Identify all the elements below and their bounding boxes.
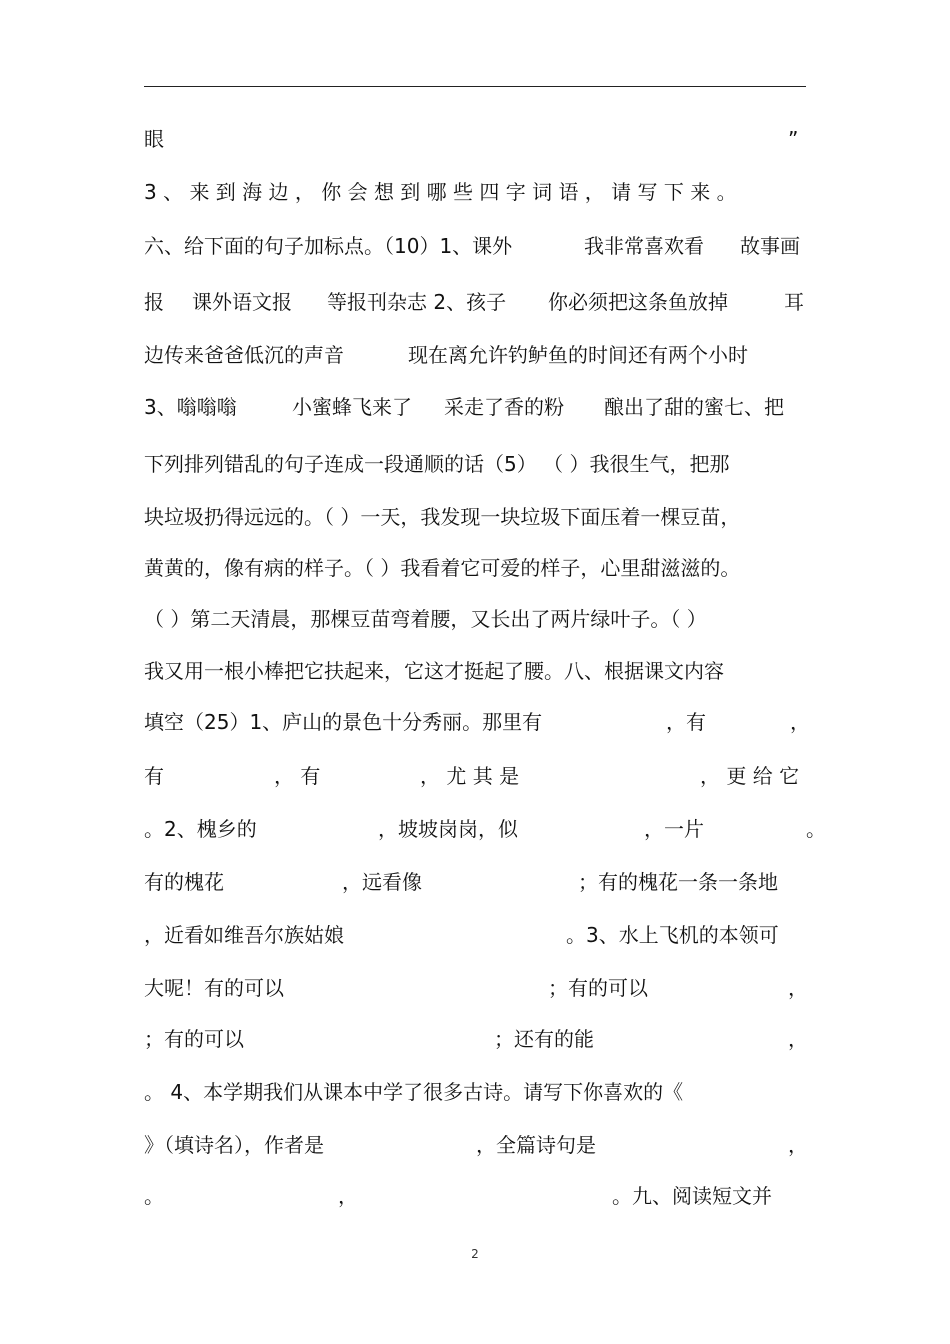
text-segment: 有的槐花 bbox=[144, 870, 224, 894]
text-line bbox=[144, 604, 806, 634]
text-segment: ，全篇诗句是 bbox=[476, 1133, 596, 1157]
text-segment: ， bbox=[788, 1027, 808, 1051]
text-segment: ” bbox=[788, 127, 799, 151]
text-segment: ，一片 bbox=[644, 817, 704, 841]
text-line bbox=[144, 814, 826, 844]
text-segment: 等报刊杂志 2、孩子 bbox=[327, 290, 507, 314]
text-segment: 黄黄的，像有病的样子。（ ）我看着它可爱的样子，心里甜滋滋的。 bbox=[144, 556, 741, 580]
text-segment: ， 有 bbox=[274, 764, 321, 788]
text-segment: ， bbox=[338, 1184, 358, 1208]
text-segment: ；还有的能 bbox=[494, 1027, 594, 1051]
text-line bbox=[144, 124, 806, 154]
text-line bbox=[144, 920, 806, 950]
text-segment: ，远看像 bbox=[342, 870, 422, 894]
text-segment: 块垃圾扔得远远的。（ ）一天，我发现一块垃圾下面压着一棵豆苗， bbox=[144, 505, 741, 529]
text-segment: 酿出了甜的蜜七、把 bbox=[604, 395, 784, 419]
text-segment: 3 、 来 到 海 边 ， 你 会 想 到 哪 些 四 字 词 语 ， 请 写 下 来 。 bbox=[144, 180, 737, 204]
text-line bbox=[144, 392, 806, 422]
text-segment: ，坡坡岗岗，似 bbox=[378, 817, 518, 841]
text-line bbox=[144, 1130, 806, 1160]
text-segment: 眼 bbox=[144, 127, 164, 151]
text-segment: 填空（25）1、庐山的景色十分秀丽。那里有 bbox=[144, 710, 543, 734]
text-segment: 边传来爸爸低沉的声音 bbox=[144, 343, 344, 367]
text-segment: ；有的可以 bbox=[548, 976, 648, 1000]
text-segment: ；有的槐花一条一条地 bbox=[578, 870, 778, 894]
text-segment: ， bbox=[788, 976, 808, 1000]
text-line bbox=[144, 867, 806, 897]
header-rule bbox=[144, 86, 806, 87]
text-segment: 3、嗡嗡嗡 bbox=[144, 395, 237, 419]
text-segment: 。 bbox=[144, 1184, 164, 1208]
text-line bbox=[144, 1077, 806, 1107]
text-segment: 现在离允许钓鲈鱼的时间还有两个小时 bbox=[408, 343, 748, 367]
text-line bbox=[144, 177, 806, 207]
text-segment: 报 bbox=[144, 290, 164, 314]
text-segment: ，有 bbox=[666, 710, 706, 734]
text-segment: 小蜜蜂飞来了 bbox=[292, 395, 412, 419]
text-segment: 采走了香的粉 bbox=[444, 395, 564, 419]
page-number: 2 bbox=[471, 1247, 479, 1261]
text-line bbox=[144, 761, 806, 791]
text-segment: 故事画 bbox=[740, 234, 800, 258]
text-segment: ， 更 给 它 bbox=[700, 764, 800, 788]
text-segment: ， bbox=[790, 710, 810, 734]
text-line bbox=[144, 973, 806, 1003]
text-segment: 下列排列错乱的句子连成一段通顺的话（5） （ ）我很生气，把那 bbox=[144, 452, 730, 476]
text-segment: 六、给下面的句子加标点。（10）1、课外 bbox=[144, 234, 513, 258]
text-segment: ， bbox=[788, 1133, 808, 1157]
text-segment: 我又用一根小棒把它扶起来，它这才挺起了腰。八、根据课文内容 bbox=[144, 659, 724, 683]
text-segment: 。3、水上飞机的本领可 bbox=[566, 923, 779, 947]
text-segment: （ ）第二天清晨，那棵豆苗弯着腰，又长出了两片绿叶子。（ ） bbox=[144, 607, 707, 631]
text-line bbox=[144, 340, 806, 370]
text-line bbox=[144, 231, 806, 261]
text-line bbox=[144, 707, 810, 737]
text-segment: ，近看如维吾尔族姑娘 bbox=[144, 923, 344, 947]
text-line bbox=[144, 287, 806, 317]
text-line bbox=[144, 1181, 806, 1211]
text-segment: 课外语文报 bbox=[192, 290, 292, 314]
text-line bbox=[144, 656, 806, 686]
text-line bbox=[144, 502, 806, 532]
text-segment: 》（填诗名），作者是 bbox=[144, 1133, 324, 1157]
text-segment: 。 bbox=[806, 817, 826, 841]
text-segment: 有 bbox=[144, 764, 164, 788]
text-segment: 。九、阅读短文并 bbox=[612, 1184, 772, 1208]
text-segment: 耳 bbox=[784, 290, 804, 314]
text-segment: 我非常喜欢看 bbox=[584, 234, 704, 258]
text-line bbox=[144, 1024, 806, 1054]
text-line bbox=[144, 449, 806, 479]
text-segment: 。2、槐乡的 bbox=[144, 817, 257, 841]
text-segment: 。 4、本学期我们从课本中学了很多古诗。请写下你喜欢的《 bbox=[144, 1080, 684, 1104]
text-segment: 大呢！有的可以 bbox=[144, 976, 284, 1000]
text-segment: ， 尤 其 是 bbox=[420, 764, 520, 788]
text-segment: ；有的可以 bbox=[144, 1027, 244, 1051]
text-segment: 你必须把这条鱼放掉 bbox=[548, 290, 728, 314]
text-line bbox=[144, 553, 806, 583]
